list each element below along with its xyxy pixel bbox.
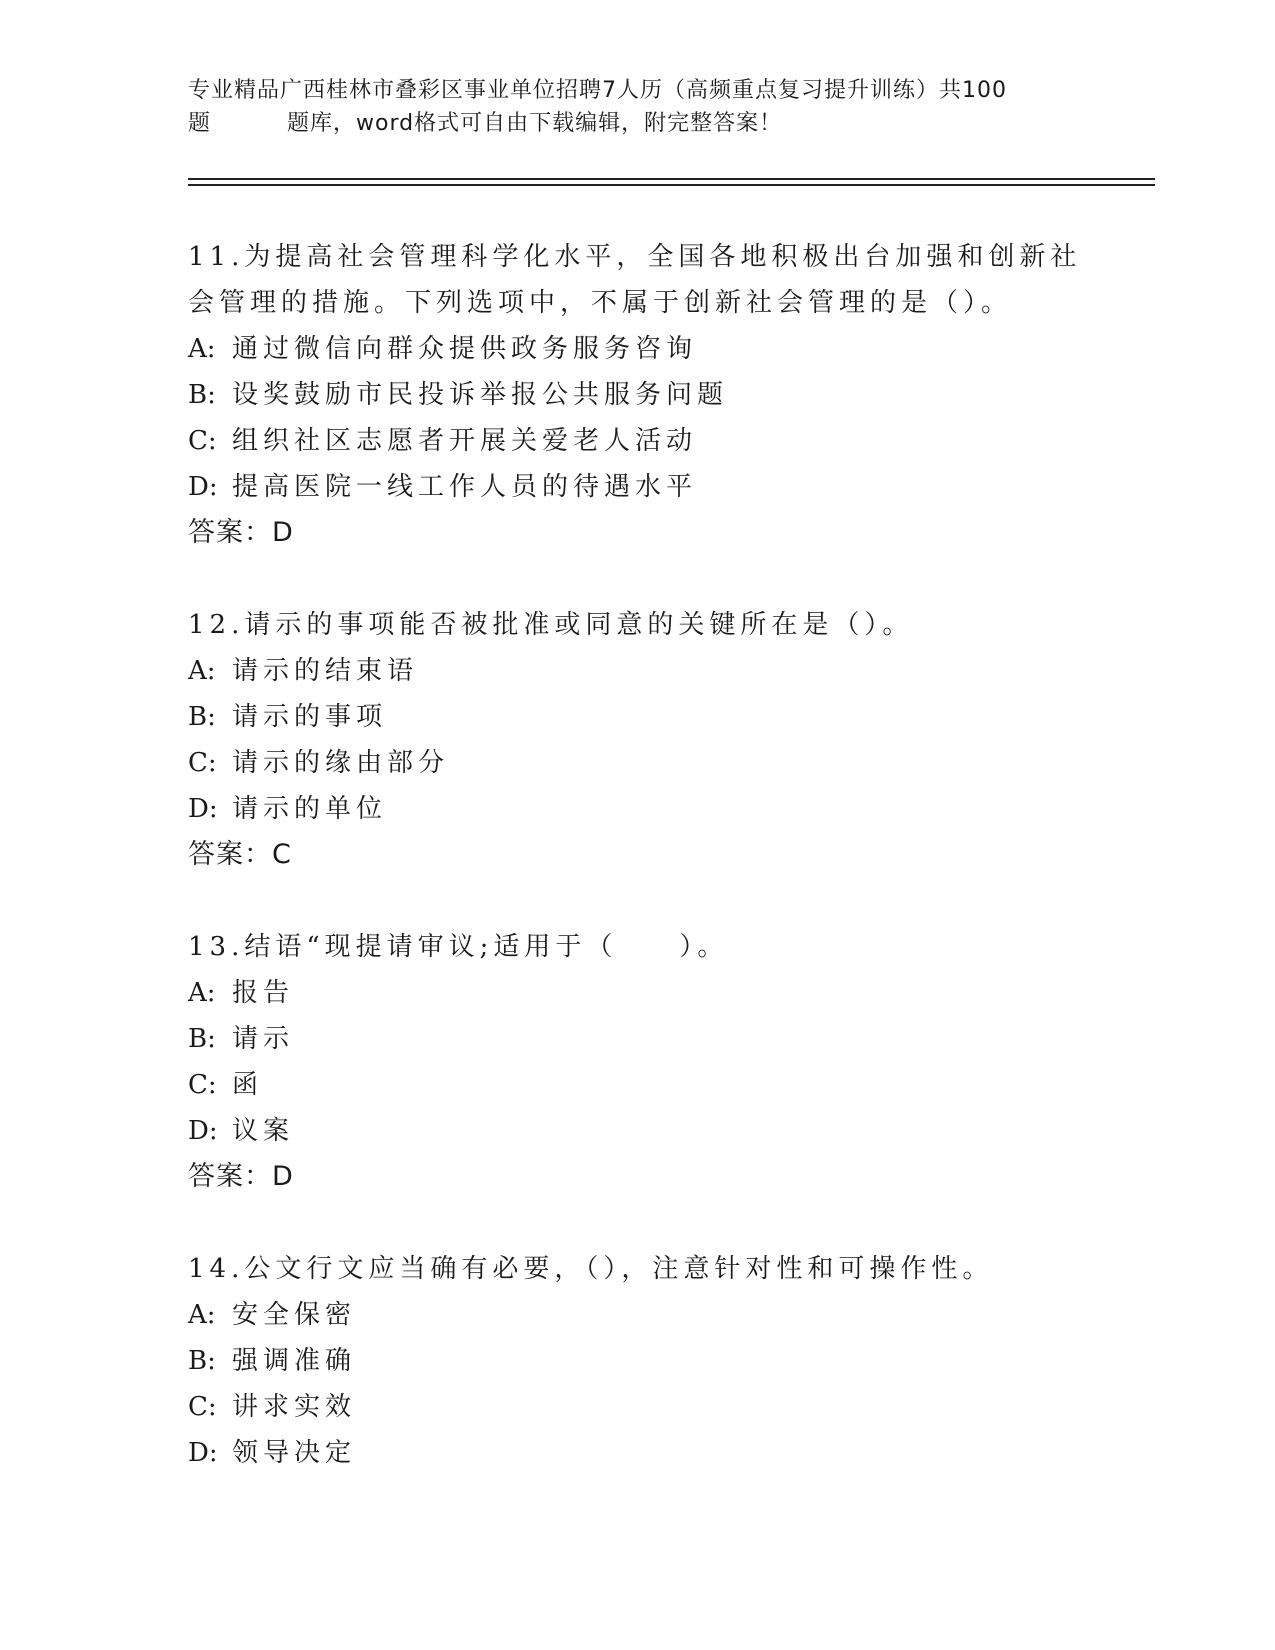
option-c [188,1062,1088,1108]
option-d [188,464,1088,510]
option-text: 函 [232,1070,264,1100]
option-text: 议案 [232,1116,295,1146]
option-letter: A: [188,656,216,686]
option-b [188,1016,1088,1062]
question-stem: 12.请示的事项能否被批准或同意的关键所在是（）。 [188,610,914,640]
option-a [188,1292,1088,1338]
option-letter: C: [188,426,217,456]
question-stem: 14.公文行文应当确有必要，（），注意针对性和可操作性。 [188,1254,994,1284]
option-text: 安全保密 [232,1300,357,1330]
question-12 [188,602,1088,878]
option-a [188,326,1088,372]
option-text: 请示的单位 [232,794,388,824]
option-letter: A: [188,1300,216,1330]
option-a [188,970,1088,1016]
option-a [188,648,1088,694]
option-text: 组织社区志愿者开展关爱老人活动 [232,426,698,456]
question-stem: 11.为提高社会管理科学化水平，全国各地积极出台加强和创新社会管理的措施。下列选项中，不属于创新社会管理的是（）。 [188,242,1082,318]
answer-line: 答案：D [188,517,294,548]
header-title-line2 [188,107,1088,140]
option-letter: B: [188,1346,216,1376]
answer-line: 答案：C [188,839,292,870]
option-text: 强调准确 [232,1346,357,1376]
option-letter: C: [188,1070,217,1100]
question-stem: 13.结语“现提请审议;适用于（ ）。 [188,932,729,962]
option-letter: D: [188,794,218,824]
question-14 [188,1246,1088,1476]
option-d [188,1430,1088,1476]
option-c [188,418,1088,464]
option-d [188,786,1088,832]
option-text: 请示的缘由部分 [232,748,450,778]
option-letter: B: [188,380,216,410]
option-letter: D: [188,1116,218,1146]
option-c [188,1384,1088,1430]
option-text: 请示的事项 [232,702,388,732]
answer-line: 答案：D [188,1161,294,1192]
header-divider-bottom [188,184,1155,186]
header-divider-top [188,178,1155,180]
option-text: 请示 [232,1024,295,1054]
option-letter: B: [188,702,216,732]
question-13 [188,924,1088,1200]
header-line2-prefix: 题 [188,111,212,136]
document-header [188,74,1088,140]
option-letter: D: [188,472,218,502]
option-letter: C: [188,1392,217,1422]
option-c [188,740,1088,786]
option-letter: A: [188,334,216,364]
option-b [188,1338,1088,1384]
option-b [188,372,1088,418]
option-text: 设奖鼓励市民投诉举报公共服务问题 [232,380,729,410]
header-title-line1: 专业精品广西桂林市叠彩区事业单位招聘7人历（高频重点复习提升训练）共100 [188,78,1007,103]
option-text: 报告 [232,978,295,1008]
option-letter: C: [188,748,217,778]
option-text: 领导决定 [232,1438,357,1468]
question-11 [188,234,1088,556]
option-text: 讲求实效 [232,1392,357,1422]
option-letter: B: [188,1024,216,1054]
option-b [188,694,1088,740]
option-d [188,1108,1088,1154]
option-text: 通过微信向群众提供政务服务咨询 [232,334,698,364]
option-letter: D: [188,1438,218,1468]
option-text: 请示的结束语 [232,656,419,686]
option-text: 提高医院一线工作人员的待遇水平 [232,472,698,502]
header-line2-rest: 题库，word格式可自由下载编辑，附完整答案！ [287,111,783,136]
option-letter: A: [188,978,216,1008]
question-list [188,234,1088,1522]
